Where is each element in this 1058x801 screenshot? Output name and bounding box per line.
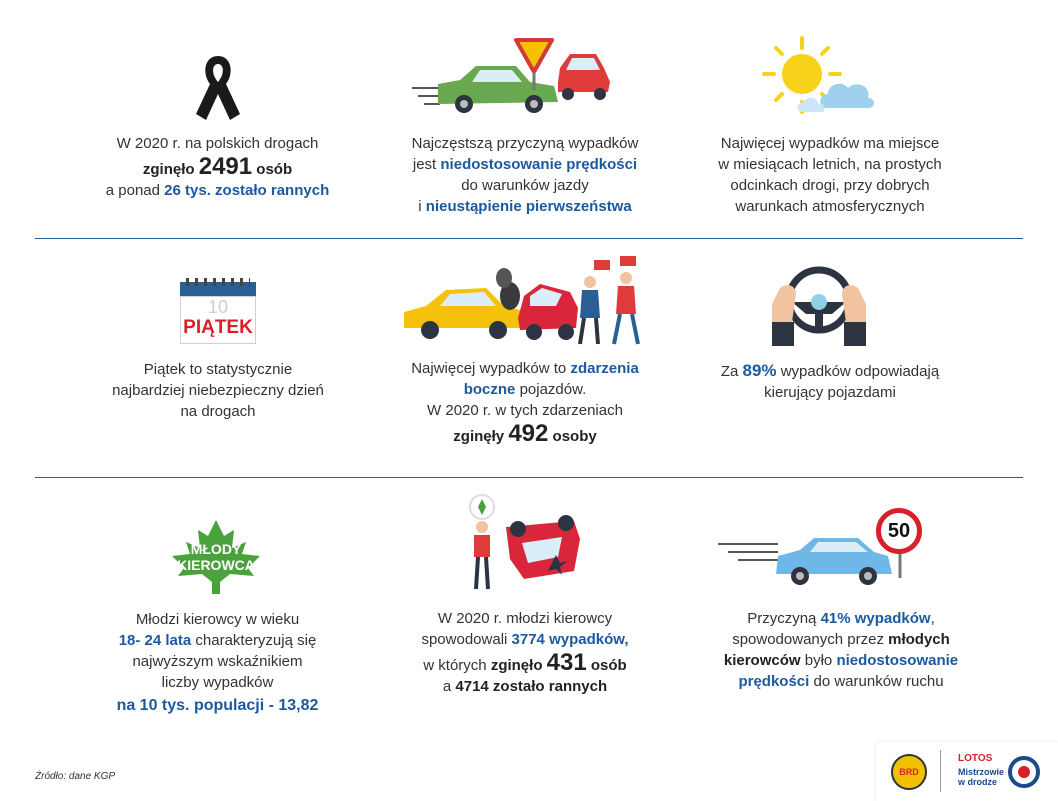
steering-logo-icon — [1008, 756, 1040, 788]
deaths-injured: 26 tys. zostało rannych — [164, 182, 330, 199]
badge-line1: MŁODY — [190, 541, 242, 557]
logo-separator — [940, 750, 941, 792]
young-text — [85, 609, 350, 716]
causes-priority: nieustąpienie pierwszeństwa — [425, 198, 632, 215]
young-caused-line3 — [385, 649, 665, 676]
young-caused-line1: W 2020 r. młodzi kierowcy — [437, 610, 613, 627]
speed-line4-post: do warunków ruchu — [813, 673, 944, 690]
side-line1 — [385, 358, 665, 379]
young-caused-count: 3774 wypadków, — [511, 631, 629, 648]
weather-line3: odcinkach drogi, przy dobrych — [730, 177, 930, 194]
speed-line1-pre: Przyczyną — [747, 610, 817, 627]
badge-line2: KIEROWCA — [177, 557, 255, 573]
young-line2-post: charakteryzują się — [195, 632, 317, 649]
speed-line3 — [700, 650, 982, 671]
divider-1 — [35, 238, 1023, 239]
young-caused-number: 431 — [546, 649, 587, 676]
deaths-line3 — [80, 180, 355, 201]
calendar-label: PIĄTEK — [183, 317, 253, 338]
source-note: Źródło: dane KGP — [35, 771, 116, 782]
causes-line3: do warunków jazdy — [461, 177, 589, 194]
causes-text — [380, 133, 670, 217]
side-line4 — [385, 420, 665, 447]
speed-limit-sign-icon — [876, 508, 922, 554]
causes-speed: niedostosowanie prędkości — [440, 156, 638, 173]
deaths-text — [80, 133, 355, 201]
speed-line1-post: , — [930, 610, 935, 627]
side-collision-icon — [400, 256, 650, 348]
steering-wheel-icon — [772, 264, 866, 346]
speed-line3-bold: kierowców — [723, 652, 801, 669]
speed-line2 — [700, 629, 982, 650]
side-line1-blue: zdarzenia — [570, 360, 639, 377]
young-line5 — [85, 695, 350, 716]
young-caused-line4 — [385, 676, 665, 697]
friday-line1: Piątek to statystycznie — [143, 361, 293, 378]
speed-line4-blue: prędkości — [738, 673, 810, 690]
young-age: 18- 24 lata — [118, 632, 192, 649]
causes-line4-pre: i — [418, 198, 422, 215]
deaths-pre: zginęło — [142, 161, 195, 178]
young-line3: najwyższym wskaźnikiem — [132, 653, 303, 670]
friday-line3: na drogach — [180, 403, 256, 420]
sun-cloud-icon — [762, 36, 880, 120]
side-line2-blue: boczne — [463, 381, 516, 398]
young-caused-line4-pre: a — [442, 678, 452, 695]
calendar-number: 10 — [207, 297, 229, 317]
divider-2 — [35, 477, 1023, 478]
causes-line1: Najczęstszą przyczyną wypadków — [411, 135, 639, 152]
mourning-ribbon-icon — [190, 52, 246, 124]
weather-line4: warunkach atmosferycznych — [735, 198, 925, 215]
drivers-line1 — [690, 360, 970, 382]
side-line2 — [385, 379, 665, 400]
side-pre: zginęły — [453, 428, 505, 445]
mistrzowie-text — [958, 767, 1004, 787]
deaths-number: 2491 — [198, 153, 253, 180]
side-text — [385, 358, 665, 447]
deaths-line1: W 2020 r. na polskich drogach — [116, 135, 319, 152]
brd-logo-icon — [891, 754, 927, 790]
brd-label: BRD — [899, 767, 919, 777]
weather-text — [690, 133, 970, 217]
young-caused-pre-bold: zginęło — [490, 657, 543, 674]
speed-text — [700, 608, 982, 692]
young-caused-injured: 4714 zostało rannych — [455, 678, 608, 695]
overturned-car-icon — [462, 493, 590, 591]
young-line2 — [85, 630, 350, 651]
drivers-percent: 89% — [742, 361, 777, 380]
young-line4: liczby wypadków — [161, 674, 274, 691]
deaths-line2 — [80, 153, 355, 180]
speed-line3-blue: niedostosowanie — [836, 652, 959, 669]
deaths-line3-pre: a ponad — [105, 182, 160, 199]
young-driver-badge — [168, 520, 264, 594]
deaths-post: osób — [256, 161, 293, 178]
causes-line2 — [380, 154, 670, 175]
lotos-label: LOTOS — [958, 753, 993, 764]
speed-line2-bold: młodych — [888, 631, 950, 648]
drivers-pre: Za — [720, 363, 739, 380]
speed-line2-pre: spowodowanych przez — [732, 631, 884, 648]
speed-line4 — [700, 671, 982, 692]
young-caused-pre: w których — [423, 657, 487, 674]
drivers-text — [690, 360, 970, 403]
young-caused-post: osób — [590, 657, 627, 674]
young-rate: na 10 tys. populacji - 13,82 — [116, 697, 319, 714]
drivers-post: wypadków odpowiadają — [780, 363, 940, 380]
young-caused-line2-pre: spowodowali — [421, 631, 508, 648]
young-caused-line2 — [385, 629, 665, 650]
mistrzowie-line1: Mistrzowie — [958, 767, 1005, 777]
young-caused-text — [385, 608, 665, 697]
calendar-rings — [186, 278, 250, 286]
young-line1: Młodzi kierowcy w wieku — [135, 611, 300, 628]
causes-line2-pre: jest — [412, 156, 437, 173]
calendar-icon — [180, 278, 256, 344]
weather-line2: w miesiącach letnich, na prostych — [718, 156, 942, 173]
mistrzowie-line2: w drodze — [958, 777, 998, 787]
side-line2-post: pojazdów. — [519, 381, 587, 398]
speed-percent: 41% wypadków — [820, 610, 931, 627]
car-crash-yield-sign-icon — [408, 38, 613, 120]
side-number: 492 — [508, 420, 549, 447]
friday-text — [90, 359, 346, 422]
steering-logo-center — [1018, 766, 1030, 778]
side-line1-pre: Najwięcej wypadków to — [411, 360, 567, 377]
side-post: osoby — [552, 428, 597, 445]
speed-line3-mid: było — [804, 652, 833, 669]
side-line3: W 2020 r. w tych zdarzeniach — [427, 402, 623, 419]
drivers-line2: kierujący pojazdami — [764, 384, 896, 401]
weather-line1: Najwięcej wypadków ma miejsce — [720, 135, 940, 152]
speed-line1 — [700, 608, 982, 629]
speed-limit-value: 50 — [887, 520, 911, 542]
friday-line2: najbardziej niebezpieczny dzień — [112, 382, 324, 399]
causes-line4 — [380, 196, 670, 217]
